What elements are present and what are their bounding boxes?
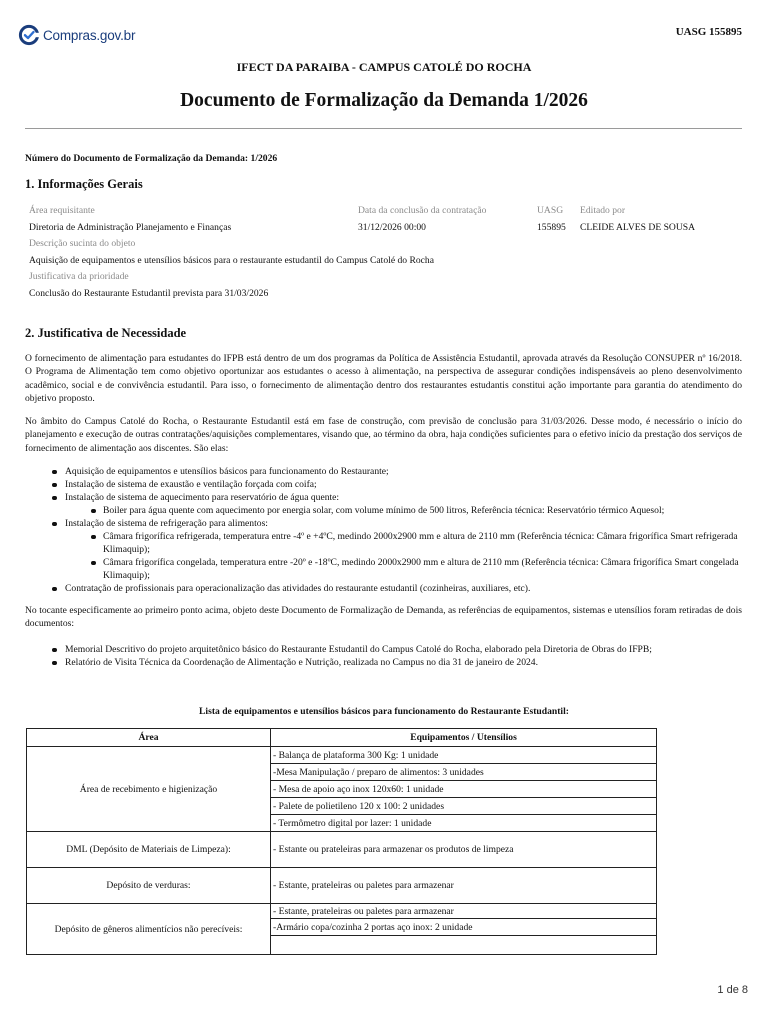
area-cell: Área de recebimento e higienização — [27, 747, 271, 832]
priority-justification-value: Conclusão do Restaurante Estudantil prevista para 31/03/2026 — [29, 288, 269, 299]
reference-documents-list — [65, 643, 745, 669]
object-description-value: Aquisição de equipamentos e utensílios básicos para o restaurante estudantil do Campus Catolé do Rocha — [29, 255, 434, 266]
equipment-cell: - Balança de plataforma 300 Kg: 1 unidade — [271, 747, 657, 764]
complementary-acquisitions-list — [65, 465, 745, 595]
organization-name: IFECT DA PARAIBA - CAMPUS CATOLÉ DO ROCHA — [236, 60, 532, 74]
completion-date-value: 31/12/2026 00:00 — [358, 222, 426, 233]
section-justification-heading: 2. Justificativa de Necessidade — [25, 326, 187, 340]
sublist — [65, 530, 745, 582]
list-item: Boiler para água quente com aquecimento por energia solar, com volume mínimo de 500 litros, Referência técnica: Reservatório térmico Aquesol; — [103, 504, 745, 517]
compras-logo-icon — [18, 24, 40, 46]
equipment-cell-empty — [271, 936, 657, 955]
equipment-cell: - Estante ou prateleiras para armazenar os produtos de limpeza — [271, 832, 657, 868]
sublist — [65, 504, 745, 517]
equipment-cell: -Mesa Manipulação / preparo de alimentos: 3 unidades — [271, 764, 657, 781]
justification-paragraph-1: O fornecimento de alimentação para estudantes do IFPB está dentro de um dos programas da Política de Assistência Estudantil, aprovada através da Resolução CONSUPER nº 16/2018. O Programa de Alimentação tem como objetivo oportunizar aos estudantes o acesso à alimentação, na perspectiva de assegurar condições indispensáveis ao pleno desenvolvimento acadêmico, social e de convivência estudantil. Para isso, o fornecimento de alimentação dentro dos restaurantes estudantis constitui ação importante para garantia do atendimento do objetivo proposto. — [25, 353, 742, 404]
list-item: Instalação de sistema de aquecimento para reservatório de água quente: Boiler para água quente com aquecimento por energia solar, com volume mínimo de 500 litros, Referência técnica: Reservatório térmico Aquesol; — [65, 491, 745, 517]
area-cell: Depósito de gêneros alimentícios não perecíveis: — [27, 904, 271, 955]
justification-paragraph-3: No tocante especificamente ao primeiro ponto acima, objeto deste Documento de Formalização de Demanda, as referências de equipamentos, sistemas e utensílios foram retiradas de dois documentos: — [25, 605, 742, 630]
editor-label: Editado por — [580, 205, 626, 216]
equipment-cell: - Estante, prateleiras ou paletes para armazenar — [271, 904, 657, 919]
equipment-table — [26, 728, 657, 955]
uasg-value: 155895 — [537, 222, 566, 233]
list-item: Instalação de sistema de refrigeração para alimentos: Câmara frigorífica refrigerada, temperatura entre -4º e +4ºC, medindo 2000x2900 mm e altura de 2110 mm (Referência técnica: Câmara frigorífica Smart refrigerada Klimaquip); Câmara frigorífica congelada, temperatura entre -20º e -18ºC, medindo 2000x2900 mm e altura de 2110 mm (Referência técnica: Câmara frigorífica Smart congelada Klimaquip); — [65, 517, 745, 582]
completion-date-label: Data da conclusão da contratação — [358, 205, 487, 216]
list-item: Contratação de profissionais para operacionalização das atividades do restaurante estudantil (cozinheiras, auxiliares, etc). — [65, 582, 745, 595]
list-item: Instalação de sistema de exaustão e ventilação forçada com coifa; — [65, 478, 745, 491]
equipment-cell: - Estante, prateleiras ou paletes para armazenar — [271, 868, 657, 904]
document-title: Documento de Formalização da Demanda 1/2026 — [180, 90, 588, 111]
list-item: Câmara frigorífica refrigerada, temperatura entre -4º e +4ºC, medindo 2000x2900 mm e altura de 2110 mm (Referência técnica: Câmara frigorífica Smart refrigerada Klimaquip); — [103, 530, 745, 556]
list-item: Relatório de Visita Técnica da Coordenação de Alimentação e Nutrição, realizada no Campus no dia 31 de janeiro de 2024. — [65, 656, 745, 669]
table-row — [27, 832, 657, 868]
uasg-label: UASG — [537, 205, 564, 216]
table-header-row — [27, 729, 657, 747]
column-header-equipment: Equipamentos / Utensílios — [271, 729, 657, 747]
equipment-cell: - Palete de polietileno 120 x 100: 2 unidades — [271, 798, 657, 815]
priority-justification-label: Justificativa da prioridade — [29, 271, 129, 282]
logo-text: Compras.gov.br — [43, 27, 136, 43]
compras-gov-logo — [18, 24, 135, 46]
list-item: Aquisição de equipamentos e utensílios básicos para funcionamento do Restaurante; — [65, 465, 745, 478]
requesting-area-label: Área requisitante — [29, 205, 95, 216]
table-row — [27, 868, 657, 904]
uasg-header: UASG 155895 — [675, 26, 742, 38]
equipment-cell: - Termômetro digital por lazer: 1 unidade — [271, 815, 657, 832]
document-number: Número do Documento de Formalização da Demanda: 1/2026 — [25, 153, 278, 164]
equipment-cell: -Armário copa/cozinha 2 portas aço inox: 2 unidade — [271, 919, 657, 936]
area-cell: Depósito de verduras: — [27, 868, 271, 904]
equipment-table-caption: Lista de equipamentos e utensílios básicos para funcionamento do Restaurante Estudantil: — [199, 706, 569, 717]
section-general-info-heading: 1. Informações Gerais — [25, 177, 143, 191]
list-item: Memorial Descritivo do projeto arquitetônico básico do Restaurante Estudantil do Campus Catolé do Rocha, elaborado pela Diretoria de Obras do IFPB; — [65, 643, 745, 656]
equipment-cell: - Mesa de apoio aço inox 120x60: 1 unidade — [271, 781, 657, 798]
requesting-area-value: Diretoria de Administração Planejamento e Finanças — [29, 222, 232, 233]
header-divider — [25, 128, 742, 129]
table-row — [27, 747, 657, 764]
area-cell: DML (Depósito de Materiais de Limpeza): — [27, 832, 271, 868]
table-row — [27, 904, 657, 919]
editor-value: CLEIDE ALVES DE SOUSA — [580, 222, 696, 233]
page-indicator: 1 de 8 — [717, 984, 748, 996]
column-header-area: Área — [27, 729, 271, 747]
list-item: Câmara frigorífica congelada, temperatura entre -20º e -18ºC, medindo 2000x2900 mm e altura de 2110 mm (Referência técnica: Câmara frigorífica Smart congelada Klimaquip); — [103, 556, 745, 582]
object-description-label: Descrição sucinta do objeto — [29, 238, 136, 249]
justification-paragraph-2: No âmbito do Campus Catolé do Rocha, o Restaurante Estudantil está em fase de construção, com previsão de conclusão para 31/03/2026. Desse modo, é necessário o início do planejamento e execução de outras contratações/aquisições complementares, visando que, ao término da obra, haja condições suficientes para o efetivo início da prestação dos serviços de fornecimento de alimentação aos discentes. São elas: — [25, 416, 742, 454]
